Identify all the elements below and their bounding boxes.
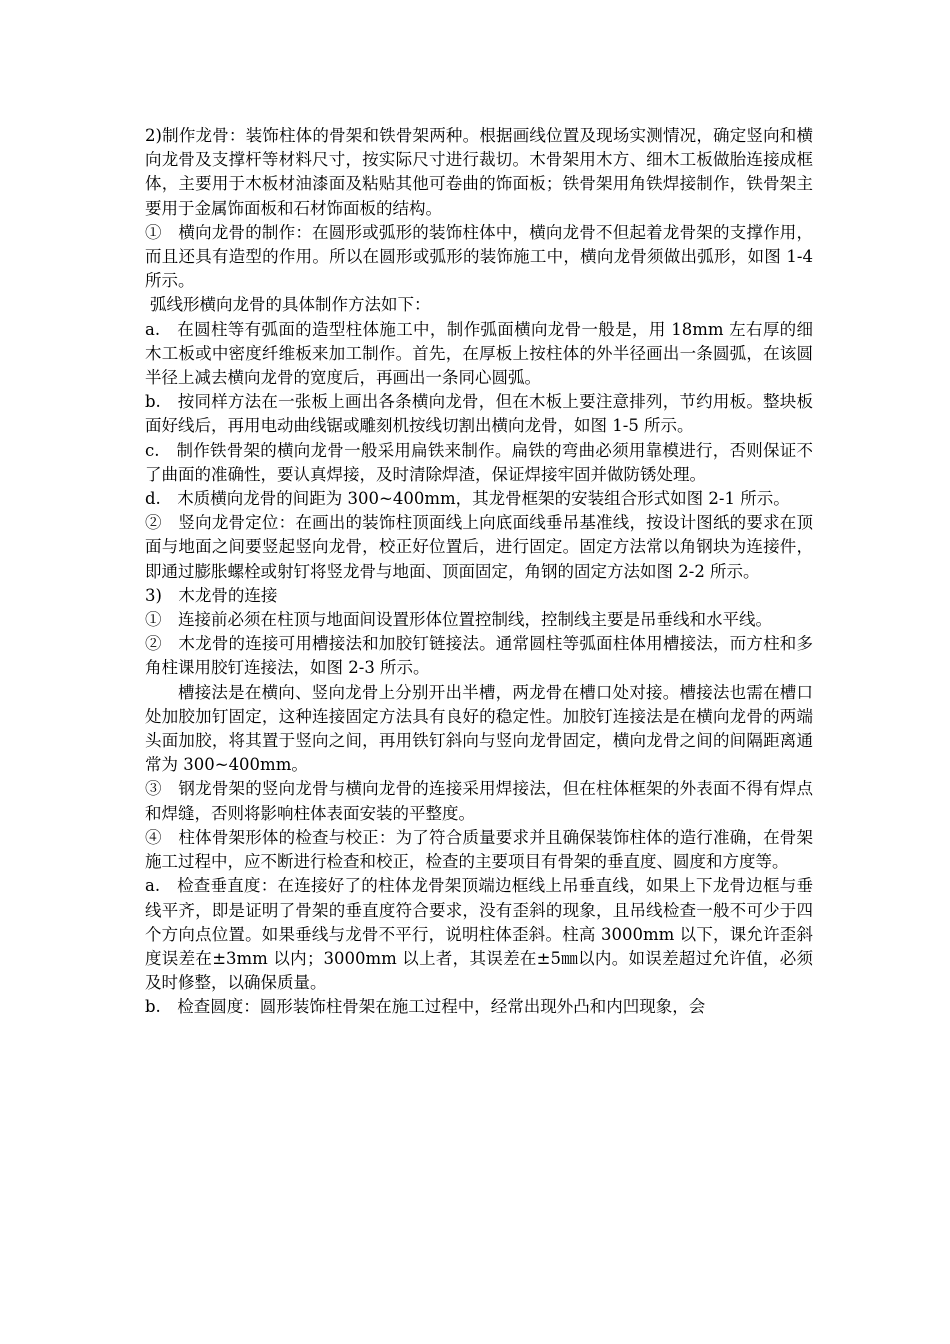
paragraph-check-roundness: b. 检查圆度：圆形装饰柱骨架在施工过程中，经常出现外凸和内凹现象，会 [145, 997, 706, 1017]
paragraph-step-d: d. 木质横向龙骨的间距为 300~400mm，其龙骨框架的安装组合形式如图 2-1 所示。 [145, 489, 790, 509]
paragraph-slot-joint: 槽接法是在横向、竖向龙骨上分别开出半槽，两龙骨在槽口处对接。槽接法也需在槽口处加胶加钉固定，这种连接固定方法具有良好的稳定性。加胶钉连接法是在横向龙骨的两端头面加胶，将其置于竖向之间，再用铁钉斜向与竖向龙骨固定，横向龙骨之间的间隔距离通常为 300~400mm。 [145, 682, 813, 775]
paragraph-make-keel: 2)制作龙骨：装饰柱体的骨架和铁骨架两种。根据画线位置及现场实测情况，确定竖向和横向龙骨及支撑杆等材料尺寸，按实际尺寸进行裁切。木骨架用木方、细木工板做胎连接成框体，主要用于木板材油漆面及粘贴其他可卷曲的饰面板；铁骨架用角铁焊接制作，铁骨架主要用于金属饰面板和石材饰面板的结构。 [145, 126, 813, 218]
paragraph-inspection: ④ 柱体骨架形体的检查与校正：为了符合质量要求并且确保装饰柱体的造行准确，在骨架施工过程中，应不断进行检查和校正，检查的主要项目有骨架的垂直度、圆度和方度等。 [145, 827, 813, 872]
document-page [145, 124, 813, 1020]
paragraph-step-b: b. 按同样方法在一张板上画出各条横向龙骨，但在木板上要注意排列，节约用板。整块板面好线后，再用电动曲线锯或雕刻机按线切割出横向龙骨，如图 1-5 所示。 [145, 392, 813, 436]
paragraph-connection-methods: ② 木龙骨的连接可用槽接法和加胶钉链接法。通常圆柱等弧面柱体用槽接法，而方柱和多角柱课用胶钉连接法，如图 2-3 所示。 [145, 634, 813, 678]
paragraph-arc-method-intro: 弧线形横向龙骨的具体制作方法如下： [149, 295, 431, 315]
paragraph-step-a: a. 在圆柱等有弧面的造型柱体施工中，制作弧面横向龙骨一般是，用 18mm 左右厚的细木工板或中密度纤维板来加工制作。首先，在厚板上按柱体的外半径画出一条圆弧，在该圆半径上减去横向龙骨的宽度后，再画出一条同心圆弧。 [145, 319, 813, 388]
paragraph-vertical-keel: ② 竖向龙骨定位：在画出的装饰柱顶面线上向底面线垂吊基准线，按设计图纸的要求在顶面与地面之间要竖起竖向龙骨，校正好位置后，进行固定。固定方法常以角钢块为连接件，即通过膨胀螺栓或射钉将竖龙骨与地面、顶面固定，角钢的固定方法如图 2-2 所示。 [145, 513, 813, 581]
paragraph-steel-keel: ③ 钢龙骨架的竖向龙骨与横向龙骨的连接采用焊接法，但在柱体框架的外表面不得有焊点和焊缝，否则将影响柱体表面安装的平整度。 [145, 779, 813, 823]
paragraph-horizontal-keel: ① 横向龙骨的制作：在圆形或弧形的装饰柱体中，横向龙骨不但起着龙骨架的支撑作用，而且还具有造型的作用。所以在圆形或弧形的装饰施工中，横向龙骨须做出弧形，如图 1-4 所示。 [145, 222, 813, 291]
paragraph-step-c: c. 制作铁骨架的横向龙骨一般采用扁铁来制作。扁铁的弯曲必须用靠模进行，否则保证不了曲面的准确性，要认真焊接，及时清除焊渣，保证焊接牢固并做防锈处理。 [145, 440, 813, 484]
section-heading-wood-keel-connection: 3) 木龙骨的连接 [145, 585, 278, 605]
paragraph-control-lines: ① 连接前必须在柱顶与地面间设置形体位置控制线，控制线主要是吊垂线和水平线。 [145, 610, 772, 630]
paragraph-check-verticality: a. 检查垂直度：在连接好了的柱体龙骨架顶端边框线上吊垂直线，如果上下龙骨边框与垂线平齐，即是证明了骨架的垂直度符合要求，没有歪斜的现象，且吊线检查一般不可少于四个方向点位置。如果垂线与龙骨不平行，说明柱体歪斜。柱高 3000mm 以下，课允许歪斜度误差在±3mm 以内；3000mm 以上者，其误差在±5㎜以内。如误差超过允许值，必须及时修整，以确保质量。 [145, 876, 813, 993]
